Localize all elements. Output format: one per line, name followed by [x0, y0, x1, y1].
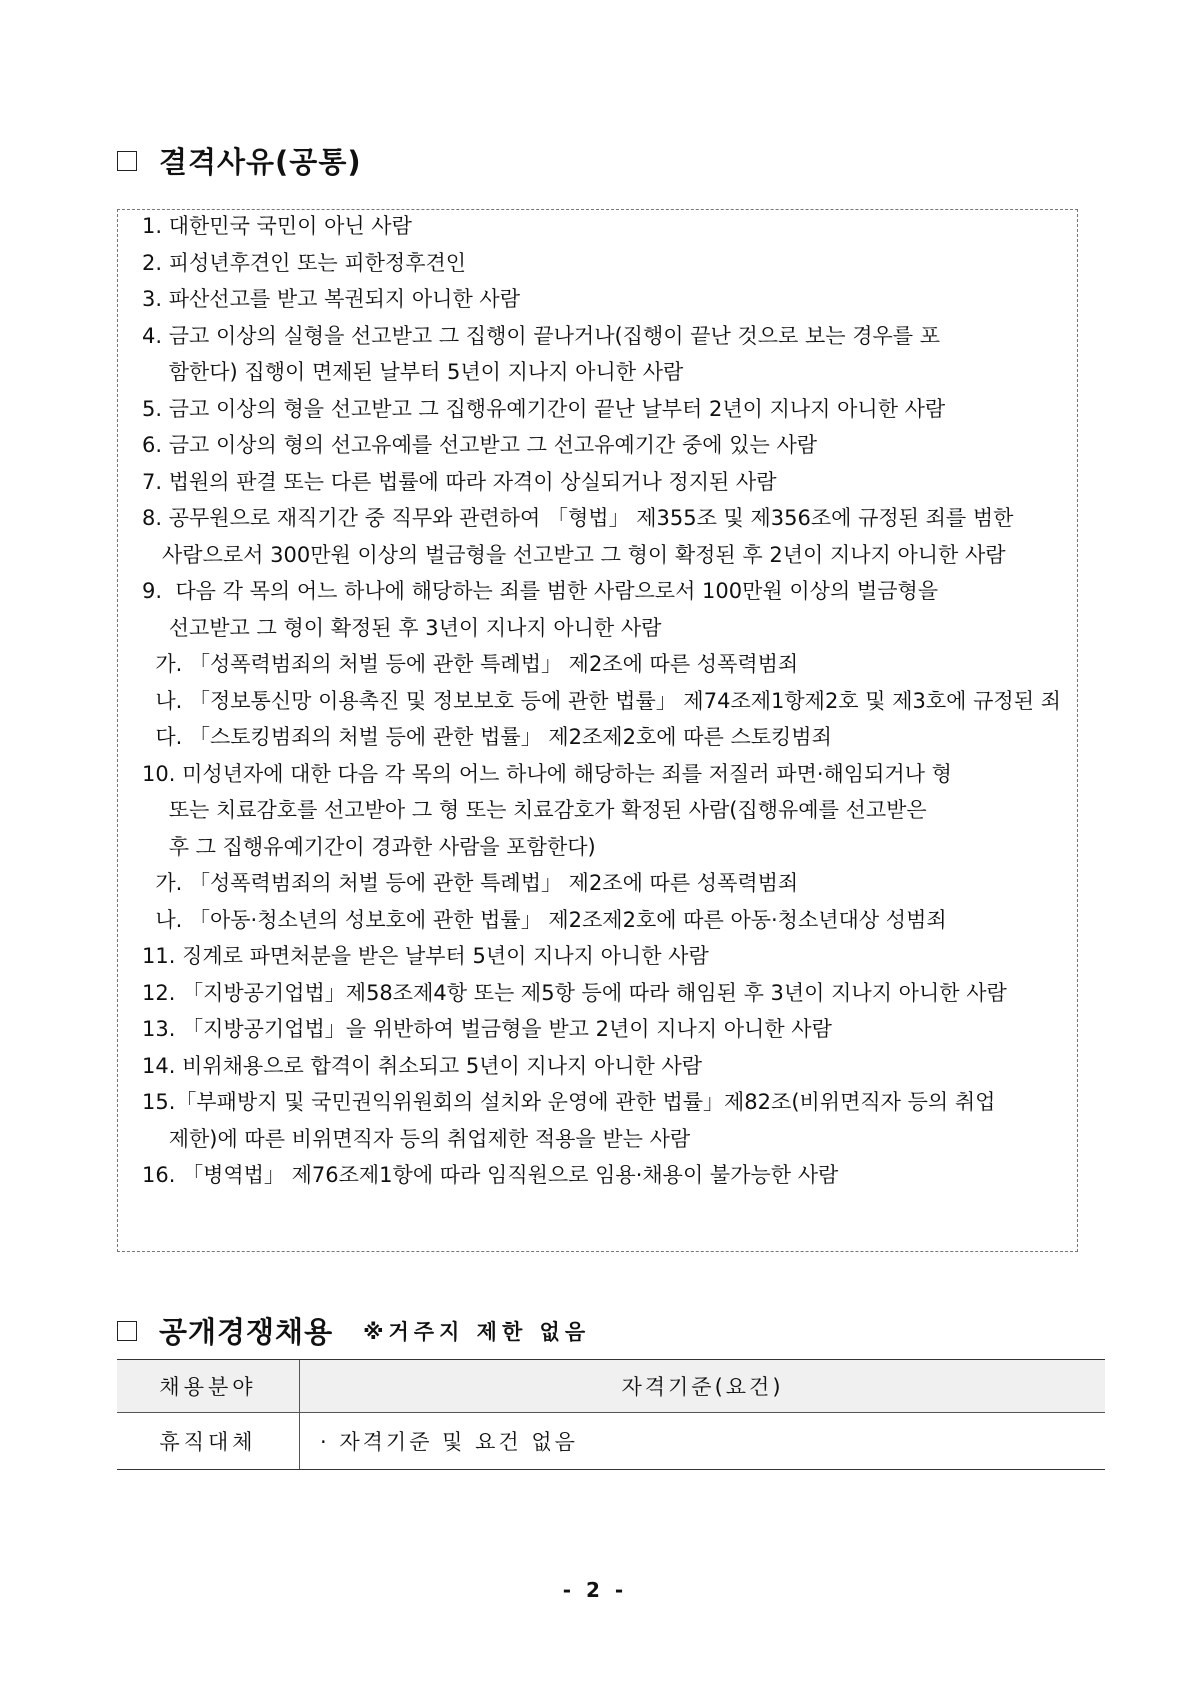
- list-item: 14. 비위채용으로 합격이 취소되고 5년이 지나지 아니한 사람: [142, 1053, 703, 1078]
- list-item: 11. 징계로 파면처분을 받은 날부터 5년이 지나지 아니한 사람: [142, 944, 709, 968]
- list-item: 함한다) 집행이 면제된 날부터 5년이 지나지 아니한 사람: [142, 360, 684, 384]
- checkbox-square-icon: [117, 151, 137, 171]
- list-item: 1. 대한민국 국민이 아닌 사람: [142, 214, 412, 238]
- list-item: 6. 금고 이상의 형의 선고유예를 선고받고 그 선고유예기간 중에 있는 사람: [142, 433, 818, 457]
- list-item: 16. 「병역법」 제76조제1항에 따라 임직원으로 임용·채용이 불가능한 사람: [142, 1163, 839, 1187]
- list-item: 13. 「지방공기업법」을 위반하여 벌금형을 받고 2년이 지나지 아니한 사람: [142, 1017, 832, 1041]
- list-item: 가. 「성폭력범죄의 처벌 등에 관한 특례법」 제2조에 따른 성폭력범죄: [142, 871, 799, 895]
- cell-field: 휴직대체: [117, 1413, 300, 1469]
- list-item: 4. 금고 이상의 실형을 선고받고 그 집행이 끝나거나(집행이 끝난 것으로 보는 경우를 포: [142, 323, 941, 348]
- list-item: 제한)에 따른 비위면직자 등의 취업제한 적용을 받는 사람: [142, 1126, 691, 1151]
- list-item: 후 그 집행유예기간이 경과한 사람을 포함한다): [142, 834, 596, 859]
- list-item: 15.「부패방지 및 국민권익위원회의 설치와 운영에 관한 법률」제82조(비위면직자 등의 취업: [142, 1090, 996, 1114]
- list-item: 8. 공무원으로 재직기간 중 직무와 관련하여 「형법」 제355조 및 제356조에 규정된 죄를 범한: [142, 506, 1014, 530]
- recruitment-table: [117, 1359, 1105, 1470]
- header-criteria: 자격기준(요건): [621, 1375, 784, 1399]
- checkbox-square-icon: [117, 1321, 137, 1341]
- list-item: 다. 「스토킹범죄의 처벌 등에 관한 법률」 제2조제2호에 따른 스토킹범죄: [142, 725, 832, 749]
- list-item: 나. 「아동·청소년의 성보호에 관한 법률」 제2조제2호에 따른 아동·청소년대상 성범죄: [142, 907, 947, 932]
- list-item: 5. 금고 이상의 형을 선고받고 그 집행유예기간이 끝난 날부터 2년이 지나지 아니한 사람: [142, 396, 946, 421]
- list-item: 사람으로서 300만원 이상의 벌금형을 선고받고 그 형이 확정된 후 2년이 지나지 아니한 사람: [142, 542, 1006, 567]
- list-item: 가. 「성폭력범죄의 처벌 등에 관한 특례법」 제2조에 따른 성폭력범죄: [142, 652, 799, 676]
- table-row: [117, 1413, 1105, 1469]
- disqualification-list-box: [117, 209, 1078, 1252]
- list-item: 12. 「지방공기업법」제58조제4항 또는 제5항 등에 따라 해임된 후 3년이 지나지 아니한 사람: [142, 980, 1007, 1005]
- list-item: 나. 「정보통신망 이용촉진 및 정보보호 등에 관한 법률」 제74조제1항제2호 및 제3호에 규정된 죄: [142, 688, 1061, 713]
- page-number: - 2 -: [562, 1578, 628, 1602]
- list-item: 또는 치료감호를 선고받아 그 형 또는 치료감호가 확정된 사람(집행유예를 선고받은: [142, 798, 927, 822]
- section-header-open-recruitment: [117, 1310, 590, 1351]
- table-header-row: [117, 1360, 1105, 1413]
- header-field: 채용분야: [117, 1360, 300, 1412]
- list-item: 선고받고 그 형이 확정된 후 3년이 지나지 아니한 사람: [142, 615, 662, 640]
- cell-criteria: · 자격기준 및 요건 없음: [320, 1430, 578, 1454]
- section-title: 결격사유(공통): [159, 145, 362, 179]
- list-item: 7. 법원의 판결 또는 다른 법률에 따라 자격이 상실되거나 정지된 사람: [142, 469, 777, 494]
- list-item: 10. 미성년자에 대한 다음 각 목의 어느 하나에 해당하는 죄를 저질러 파면·해임되거나 형: [142, 761, 952, 786]
- list-item: 2. 피성년후견인 또는 피한정후견인: [142, 250, 467, 275]
- section-header-disqualification: [117, 140, 362, 181]
- list-item: 9. 다음 각 목의 어느 하나에 해당하는 죄를 범한 사람으로서 100만원 이상의 벌금형을: [142, 579, 939, 603]
- residence-note: ※거주지 제한 없음: [363, 1319, 591, 1344]
- section-title: 공개경쟁채용: [159, 1315, 334, 1349]
- list-item: 3. 파산선고를 받고 복권되지 아니한 사람: [142, 287, 520, 311]
